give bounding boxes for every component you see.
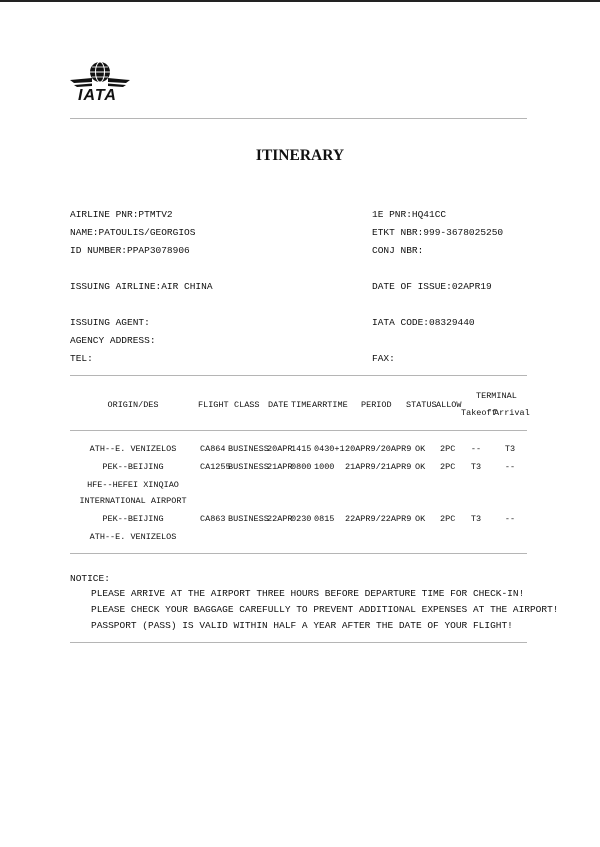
table-header-divider — [70, 430, 527, 431]
cell-time: 0800 — [291, 462, 312, 472]
header-arrtime: ARRTIME — [312, 400, 348, 410]
cell-takeoff: T3 — [470, 462, 482, 472]
cell-status: OK — [415, 444, 426, 454]
passenger-name: NAME:PATOULIS/GEORGIOS — [70, 227, 196, 238]
notice-heading: NOTICE: — [70, 573, 110, 584]
cell-origin: PEK--BEIJING — [102, 514, 164, 524]
tel: TEL: — [70, 353, 93, 364]
footer-divider — [70, 642, 527, 643]
cell-origin: ATH--E. VENIZELOS — [89, 444, 177, 454]
cell-arrtime: 1000 — [314, 462, 335, 472]
notice-line: PLEASE ARRIVE AT THE AIRPORT THREE HOURS BEFORE DEPARTURE TIME FOR CHECK-IN! — [91, 588, 525, 599]
cell-arrtime: 0430+1 — [314, 444, 345, 454]
cell-allow: 2PC — [440, 462, 456, 472]
agency-address: AGENCY ADDRESS: — [70, 335, 156, 346]
cell-time: 1415 — [291, 444, 312, 454]
cell-time: 0230 — [291, 514, 312, 524]
header-divider — [70, 118, 527, 119]
etkt-number: ETKT NBR:999-3678025250 — [372, 227, 504, 238]
cell-date: 21APR — [267, 462, 293, 472]
cell-arrival: -- — [504, 514, 516, 524]
id-number: ID NUMBER:PPAP3078906 — [70, 245, 190, 256]
cell-takeoff: T3 — [470, 514, 482, 524]
cell-date: 22APR — [267, 514, 293, 524]
cell-class: BUSINESS — [228, 462, 269, 472]
header-arrival: Arrival — [494, 408, 530, 418]
info-divider — [70, 375, 527, 376]
cell-flight: CA864 — [200, 444, 226, 454]
cell-status: OK — [415, 462, 426, 472]
header-flight: FLIGHT — [198, 400, 229, 410]
cell-date: 20APR — [267, 444, 293, 454]
cell-status: OK — [415, 514, 426, 524]
header-origin: ORIGIN/DES — [107, 400, 159, 410]
iata-logo-text: IATA — [78, 87, 117, 104]
cell-origin: HFE--HEFEI XINQIAO — [87, 480, 179, 490]
cell-allow: 2PC — [440, 444, 456, 454]
cell-origin: PEK--BEIJING — [102, 462, 164, 472]
airline-pnr: AIRLINE PNR:PTMTV2 — [70, 209, 173, 220]
notice-line: PLEASE CHECK YOUR BAGGAGE CAREFULLY TO PREVENT ADDITIONAL EXPENSES AT THE AIRPORT! — [91, 604, 559, 615]
iata-code: IATA CODE:08329440 — [372, 317, 475, 328]
header-allow: ALLOW — [436, 400, 462, 410]
cell-flight: CA1255 — [200, 462, 231, 472]
cell-arrival: -- — [504, 462, 516, 472]
header-period: PERIOD — [361, 400, 392, 410]
cell-allow: 2PC — [440, 514, 456, 524]
issuing-airline: ISSUING AIRLINE:AIR CHINA — [70, 281, 213, 292]
header-time: TIME — [291, 400, 312, 410]
date-of-issue: DATE OF ISSUE:02APR19 — [372, 281, 492, 292]
cell-arrival: T3 — [504, 444, 516, 454]
issuing-agent: ISSUING AGENT: — [70, 317, 150, 328]
header-status: STATUS — [406, 400, 437, 410]
cell-origin: ATH--E. VENIZELOS — [89, 532, 177, 542]
notice-line: PASSPORT (PASS) IS VALID WITHIN HALF A YEAR AFTER THE DATE OF YOUR FLIGHT! — [91, 620, 513, 631]
top-border — [0, 0, 600, 2]
cell-period: 22APR9/22APR9 — [345, 514, 412, 524]
table-bottom-divider — [70, 553, 527, 554]
cell-period: 20APR9/20APR9 — [345, 444, 412, 454]
fax: FAX: — [372, 353, 395, 364]
cell-class: BUSINESS — [228, 444, 269, 454]
header-date: DATE — [268, 400, 289, 410]
le-pnr: 1E PNR:HQ41CC — [372, 209, 447, 220]
header-class: CLASS — [234, 400, 260, 410]
cell-class: BUSINESS — [228, 514, 269, 524]
header-terminal: TERMINAL — [476, 391, 517, 401]
cell-period: 21APR9/21APR9 — [345, 462, 412, 472]
cell-arrtime: 0815 — [314, 514, 335, 524]
cell-origin: INTERNATIONAL AIRPORT — [79, 496, 187, 506]
cell-flight: CA863 — [200, 514, 226, 524]
conj-number: CONJ NBR: — [372, 245, 424, 256]
document-title: ITINERARY — [255, 147, 345, 164]
cell-takeoff: -- — [470, 444, 482, 454]
header-takeoff: Takeoff — [461, 408, 497, 418]
